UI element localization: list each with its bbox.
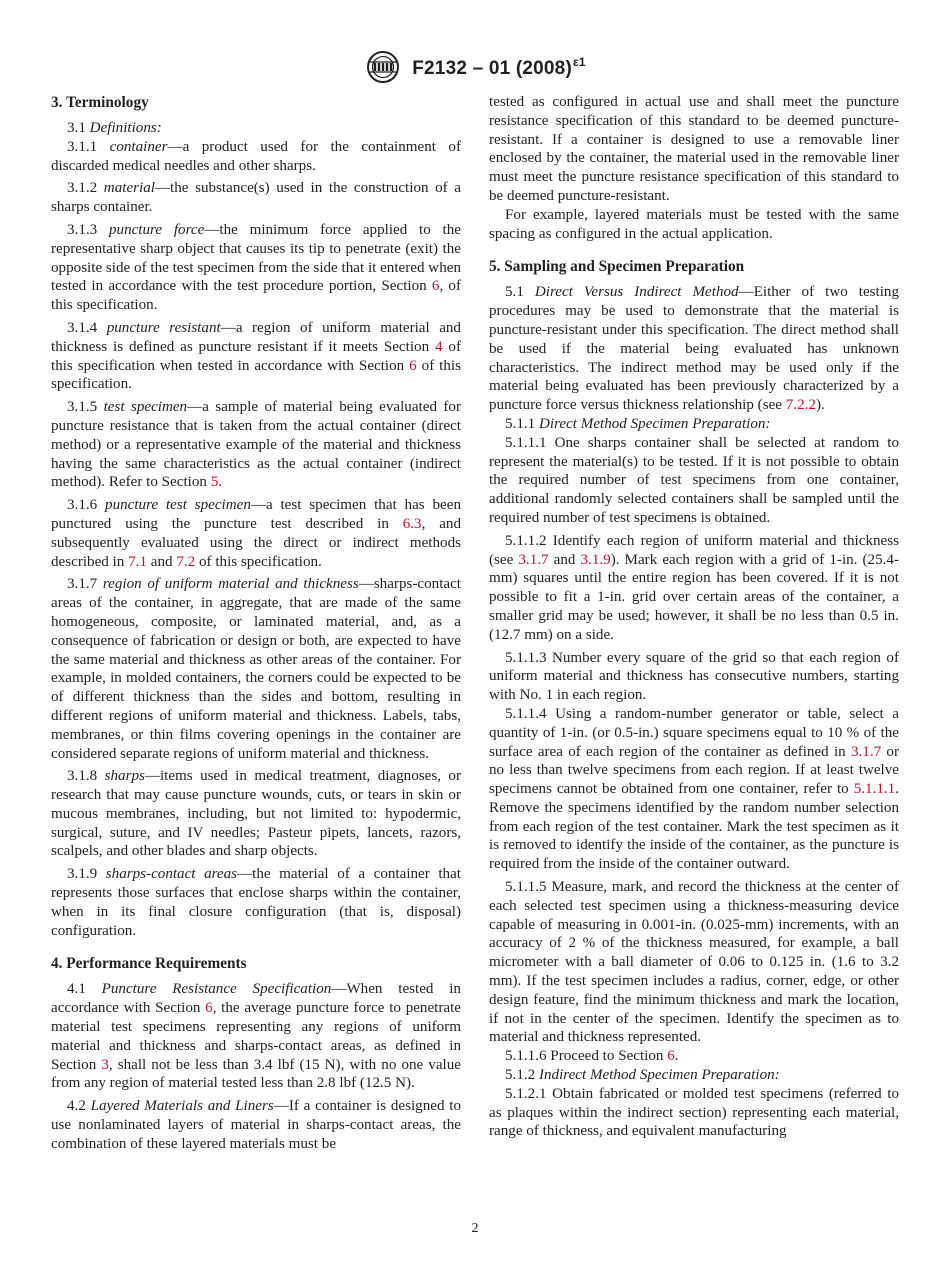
standard-designation: F2132 – 01 $(2008)^{\varepsilon 1}$ — [412, 54, 586, 79]
para-3-1-8: 3.1.8 sharps—items used in medical treatment, diagnoses, or research that may cause puncture wounds, cuts, or tears in skin or mucous membranes, including, but not limited to: hypodermic, surgical, suture, and IV needles; Pasteur pipets, lancets, razors, scalpels, and other blades and sharp objects. — [51, 768, 461, 860]
ref-link[interactable]: 6 — [205, 1000, 213, 1017]
para-5-1-2: 5.1.2 Indirect Method Specimen Preparation: — [505, 1067, 780, 1084]
para-3-1-3: 3.1.3 puncture force—the minimum force applied to the representative sharp object that causes its tip to penetrate (exit) the opposite side of the test specimen from the side that it entered when tested in accordance with the test procedure portion, Section 6, of this specification. — [51, 221, 461, 314]
para-3-1: 3.1 Definitions: — [67, 120, 162, 136]
para-5-1-1-3: 5.1.1.3 Number every square of the grid so that each region of uniform material and thickness has consecutive numbers, starting with No. 1 in each region. — [489, 649, 899, 704]
section-3-title: 3. Terminology — [51, 94, 149, 111]
para-5-1-1: 5.1.1 Direct Method Specimen Preparation: — [505, 415, 771, 432]
para-3-1-4: 3.1.4 puncture resistant—a region of uniform material and thickness is defined as puncture resistant if it meets Section 4 of this specification when tested in accordance with Section 6 of this specification. — [51, 319, 461, 393]
ref-link[interactable]: 6.3 — [402, 515, 422, 532]
ref-link[interactable]: 7.2.2 — [785, 397, 816, 414]
para-3-1-1: 3.1.1 container—a product used for the containment of discarded medical needles and other sharps. — [51, 138, 461, 174]
ref-link[interactable]: 6 — [431, 278, 440, 295]
para-4-2: 4.2 Layered Materials and Liners—If a container is designed to use nonlaminated layers of material in sharps-contact areas, the combination of these layered materials must be — [51, 1098, 462, 1152]
para-5-1-1-5: 5.1.1.5 Measure, mark, and record the thickness at the center of each selected test specimen using a thickness-measuring device capable of measuring in 0.001-in. (0.025-mm) increments, with an accuracy of 2 % of the thickness measured, for example, a ball micrometer with a ball diameter of 0.06 to 0.125 in. (1.6 to 3.2 mm). If the test specimen includes a radius, corner, edge, or other design feature, find the minimum thickness and mark the location, if not in the center of the specimen. Identify the specimen as to material and thickness represented. — [489, 879, 899, 1046]
page-header — [0, 50, 950, 84]
para-4-2-continued: tested as configured in actual use and shall meet the puncture resistance specification of this standard to be deemed puncture-resistant. If a container is designed to use a removable liner enclosed by the container, the material used in the removable liner must meet the puncture resistance specification of this standard to be deemed puncture-resistant. — [489, 94, 899, 204]
astm-logo — [364, 50, 402, 84]
para-5-1-1-1: 5.1.1.1 One sharps container shall be selected at random to represent the material(s) to be tested. If it is not possible to obtain the required number of test specimens from one container, additional randomly selected containers shall be sampled until the required number of test specimens is obtained. — [489, 434, 899, 526]
left-column — [51, 93, 461, 1158]
para-5-1: 5.1 Direct Versus Indirect Method—Either of two testing procedures may be used to demonstrate that the material is puncture-resistant under this specification. The direct method shall be used if the material being evaluated has unknown characteristics. The indirect method may be used only if the material being evaluated has been previously characterized by a puncture force versus thickness relationship (see 7.2.2). — [489, 284, 899, 414]
ref-link[interactable]: 6 — [667, 1048, 675, 1065]
para-5-1-1-2: 5.1.1.2 Identify each region of uniform material and thickness (see 3.1.7 and 3.1.9). Mark each region with a grid of 1-in. (25.4-mm) squares until the entire region has been covered. If it is not possible to fit a 1-in. grid over certain areas of the container, a smaller grid may be used; however, it shall be no less than 0.5 in. (12.7 mm) on a side. — [489, 532, 899, 643]
page-number: 2 — [471, 1221, 479, 1236]
para-5-1-1-6: 5.1.1.6 Proceed to Section 6. — [505, 1048, 679, 1065]
ref-link[interactable]: 3.1.7 — [518, 551, 549, 568]
epsilon-superscript: ε1 — [572, 54, 586, 69]
ref-link[interactable]: 3.1.7 — [850, 743, 882, 760]
right-column — [489, 93, 899, 1141]
para-4-2-example: For example, layered materials must be tested with the same spacing as configured in the actual application. — [489, 206, 899, 242]
ref-link[interactable]: 3.1.9 — [580, 551, 611, 568]
para-3-1-2: 3.1.2 material—the substance(s) used in the construction of a sharps container. — [51, 180, 461, 216]
para-5-1-2-1: 5.1.2.1 Obtain fabricated or molded test specimens (referred to as plaques within the indirect section) representing each material, range of thickness, and equivalent manufacturing — [489, 1085, 899, 1140]
para-3-1-5: 3.1.5 test specimen—a sample of material being evaluated for puncture resistance that is taken from the actual container (direct method) or a representative example of the material and thickness having the same characteristics as the actual container (indirect method). Refer to Section 5. — [51, 399, 461, 491]
para-3-1-9: 3.1.9 sharps-contact areas—the material of a container that represents those surfaces that enclose sharps within the container, when in its final closure configuration (that is, disposal) configuration. — [51, 866, 461, 939]
ref-link[interactable]: 7.2 — [176, 553, 196, 570]
para-5-1-1-4: 5.1.1.4 Using a random-number generator or table, select a quantity of 1-in. (or 0.5-in.) square specimens equal to 10 % of the surface area of each region of the container as defined in 3.1.7 or no less than twelve specimens from each region. If at least twelve specimens cannot be obtained from one container, refer to 5.1.1.1. Remove the specimens identified by the random number selection from each region of the test container. Mark the test specimen as it is removed to identify the inside of the container, as the puncture is required from the inside of the container outward. — [489, 705, 899, 873]
para-3-1-7: 3.1.7 region of uniform material and thickness—sharps-contact areas of the container, in aggregate, that are made of the same homogeneous, composite, or laminated material, and, as a consequence of fabrication or design or both, are expected to have the same material and thickness as other areas of the container. For example, in molded containers, the corners could be expected to be of different thickness than the sides and bottom, resulting in different regions of uniform material and thickness. Labels, tabs, membranes, or thin films covering openings in the container are considered separate regions of uniform material and thickness. — [51, 576, 461, 762]
ref-link[interactable]: 3 — [101, 1056, 109, 1073]
ref-link[interactable]: 4 — [434, 338, 443, 355]
section-5-title: 5. Sampling and Specimen Preparation — [489, 258, 745, 276]
ref-link[interactable]: 5.1.1.1 — [853, 781, 896, 798]
para-3-1-6: 3.1.6 puncture test specimen—a test specimen that has been punctured using the puncture test described in 6.3, and subsequently evaluated using the direct or indirect methods described in 7.1 and 7.2 of this specification. — [51, 497, 461, 570]
ref-link[interactable]: 7.1 — [128, 553, 147, 570]
ref-link[interactable]: 5 — [210, 474, 219, 491]
para-4-1: 4.1 Puncture Resistance Specification—When tested in accordance with Section 6, the average puncture force to penetrate material test specimens representing any regions of uniform material and thickness and sharps-contact areas, as defined in Section 3, shall not be less than 3.4 lbf (15 N), with no one value from any region of material tested less than 2.8 lbf (12.5 N). — [51, 981, 461, 1092]
ref-link[interactable]: 6 — [409, 357, 417, 374]
section-4-title: 4. Performance Requirements — [51, 955, 247, 973]
